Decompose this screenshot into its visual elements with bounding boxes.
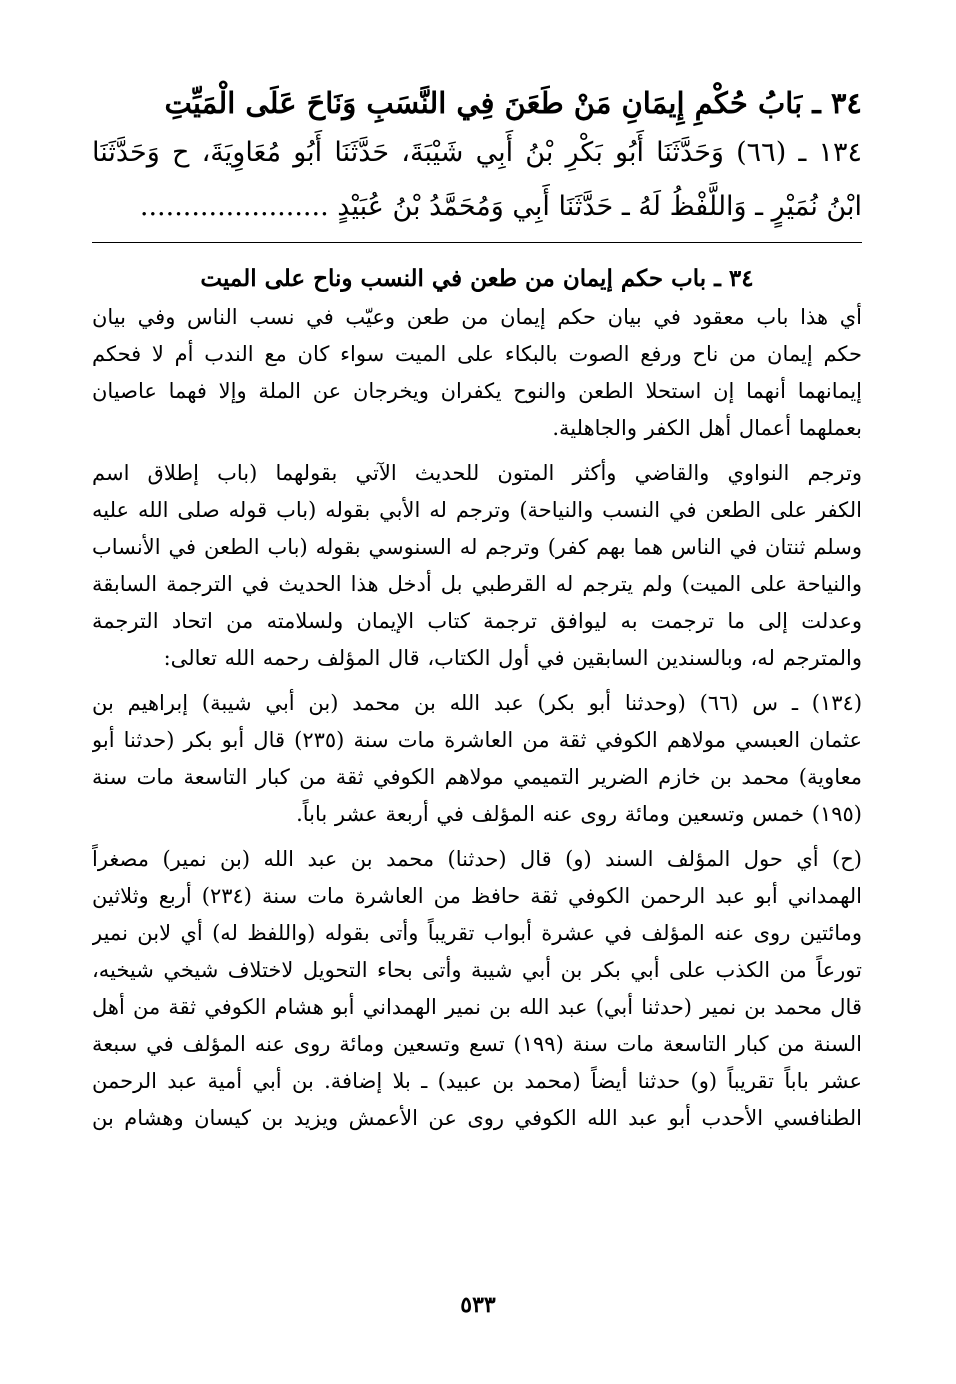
text-line: وعدلت إلى ما ترجمت به ليوافق ترجمة كتاب الإيمان ولسلامته من اتحاد الترجمة [92,609,862,633]
text-line: إيمانهما أنهما إن استحلا الطعن والنوح يكفران ويخرجان عن الملة وإلا فهما عاصيان [92,379,862,403]
text-line: (١٣٤) ـ س (٦٦) (وحدثنا أبو بكر) عبد الله بن محمد (بن أبي شيبة) إبراهيم بن [92,691,862,715]
text-line: تورعاً من الكذب على أبي بكر بن أبي شيبة وأتى بحاء التحويل لاختلاف شيخي شيخيه، [92,958,862,982]
text-line: وسلم ثنتان في الناس هما بهم كفر) وترجم له السنوسي بقوله (باب الطعن في الأنساب [92,535,862,559]
text-line: أي هذا باب معقود في بيان حكم إيمان من طعن وعيّب في نسب الناس وفي بيان [92,305,862,329]
section-divider [92,242,862,243]
text-line: السنة من كبار التاسعة مات سنة (١٩٩) تسع وتسعين ومائة روى عنه المؤلف في سبعة [92,1032,862,1056]
text-line: الكفر على الطعن في النسب والنياحة) وترجم له الأبي بقوله (باب قوله صلى الله عليه [92,498,862,522]
text-line: الطنافسي الأحدب أبو عبد الله الكوفي روى عن الأعمش ويزيد بن كيسان وهشام بن [92,1106,862,1130]
text-line: (ح) أي حول المؤلف السند (و) قال (حدثنا) محمد بن عبد الله (بن نمير) مصغراً [92,847,862,871]
text-line: عشر باباً تقريباً (و) حدثنا أيضاً (محمد بن عبيد) ـ بلا إضافة. بن أبي أمية عبد الرحمن [92,1069,862,1093]
page-body [92,80,862,1137]
chapter-title: ٣٤ ـ بَابُ حُكْمِ إِيمَانِ مَنْ طَعَنَ فِي النَّسَبِ وَنَاحَ عَلَى الْمَيِّتِ [164,86,862,120]
text-line: قال محمد بن نمير (حدثنا أبي) عبد الله بن نمير الهمداني أبو هشام الكوفي ثقة من أهل [92,995,862,1019]
hadith-line [92,180,862,234]
text-line: بعملهما أعمال أهل الكفر والجاهلية. [552,416,862,440]
commentary-paragraph [92,299,862,447]
hadith-line: ١٣٤ ـ (٦٦) وَحَدَّثَنَا أَبُو بَكْرِ بْنُ أَبِي شَيْبَةَ، حَدَّثَنَا أَبُو مُعَاوِيَةَ، ح وَحَدَّثَنَا [92,137,862,168]
commentary-paragraph [92,685,862,833]
commentary-title: ٣٤ ـ باب حكم إيمان من طعن في النسب وناح على الميت [200,265,754,292]
ellipsis-dots: ...................... [139,191,329,222]
commentary [92,259,862,1137]
text-line: ومائتين روى عنه المؤلف في عشرة أبواب تقريباً وأتى بقوله (واللفظ له) أي لابن نمير [92,921,862,945]
hadith-text [92,80,862,234]
text-line: وترجم النواوي والقاضي وأكثر المتون للحديث الآتي بقولهما (باب إطلاق اسم [92,461,862,485]
text-line: والمترجم له، وبالسندين السابقين في أول الكتاب، قال المؤلف رحمه الله تعالى: [163,646,862,670]
commentary-paragraph [92,841,862,1137]
text-line: عثمان العبسي مولاهم الكوفي ثقة من العاشرة مات سنة (٢٣٥) قال أبو بكر (حدثنا أبو [92,728,862,752]
text-line: حكم إيمان من ناح ورفع الصوت بالبكاء على الميت سواء كان مع الندب أم لا فحكم [92,342,862,366]
text-line: معاوية) محمد بن خازم الضرير التميمي مولاهم الكوفي ثقة من كبار التاسعة مات سنة [92,765,862,789]
commentary-paragraph [92,455,862,677]
text-line: (١٩٥) خمس وتسعين ومائة روى عنه المؤلف في أربعة عشر باباً. [296,802,862,826]
hadith-line-text: ابْنُ نُمَيْرٍ ـ وَاللَّفْظُ لَهُ ـ حَدَّثَنَا أَبِي وَمُحَمَّدُ بْنُ عُبَيْدٍ [337,191,862,222]
text-line: الهمداني أبو عبد الرحمن الكوفي ثقة حافظ من العاشرة مات سنة (٢٣٤) أربع وثلاثين [92,884,862,908]
text-line: والنياحة على الميت) ولم يترجم له القرطبي بل أدخل هذا الحديث في الترجمة السابقة [92,572,862,596]
page-number: ٥٣٣ [460,1292,496,1318]
